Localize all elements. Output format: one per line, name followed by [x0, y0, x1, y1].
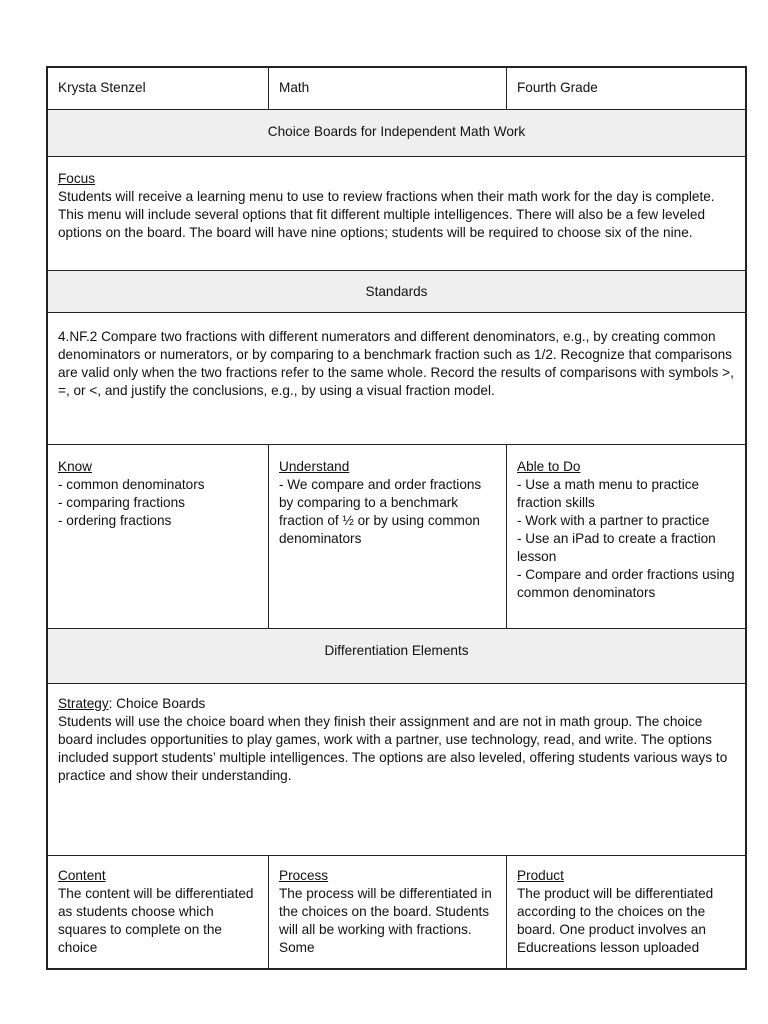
able-to-do-column	[507, 445, 745, 628]
focus-text: Students will receive a learning menu to use to review fractions when their math work for the day is complete. This menu will include several options that fit different multiple intelligences. There will also be a few leveled options on the board. The board will have nine options; students will be required to choose six of the nine.	[58, 189, 715, 240]
product-heading: Product	[517, 868, 564, 883]
focus-heading: Focus	[58, 171, 96, 186]
standards-header-row	[48, 270, 745, 312]
strategy-text: Students will use the choice board when they finish their assignment and are not in math group. The choice board includes opportunities to play games, work with a partner, use technology, read, and write. The options included support students’ multiple intelligences. The options are also leveled, offering students various ways to practice and show their understanding.	[58, 714, 728, 783]
focus-row	[48, 156, 745, 270]
able-item: - Work with a partner to practice	[517, 513, 710, 528]
focus-section	[48, 157, 745, 270]
content-heading: Content	[58, 868, 106, 883]
title-row	[48, 109, 745, 156]
strategy-row	[48, 683, 745, 855]
objectives-row	[48, 444, 745, 628]
lesson-plan-table	[46, 66, 747, 970]
strategy-section	[48, 684, 745, 855]
header-row	[48, 68, 745, 109]
process-heading: Process	[279, 868, 329, 883]
know-item: - ordering fractions	[58, 513, 172, 528]
product-column	[507, 856, 745, 968]
strategy-label-rest: : Choice Boards	[108, 696, 206, 711]
know-item: - comparing fractions	[58, 495, 185, 510]
product-text: The product will be differentiated according to the choices on the board. One product involves an Educreations lesson uploaded	[517, 886, 714, 955]
differentiation-header-row	[48, 628, 745, 683]
know-column	[48, 445, 269, 628]
understand-text: - We compare and order fractions by comparing to a benchmark fraction of ½ or by using common denominators	[279, 477, 482, 546]
process-text: The process will be differentiated in the choices on the board. Students will all be working with fractions. Some	[279, 886, 492, 955]
able-item: - Compare and order fractions using common denominators	[517, 567, 735, 600]
strategy-label: Strategy	[58, 696, 109, 711]
content-text: The content will be differentiated as students choose which squares to complete on the choice	[58, 886, 254, 955]
differentiation-columns-row	[48, 855, 745, 968]
know-heading: Know	[58, 459, 93, 474]
standards-text: 4.NF.2 Compare two fractions with different numerators and different denominators, e.g., by creating common denominators or numerators, or by comparing to a benchmark fraction such as 1/2. Recognize that comparisons are valid only when the two fractions refer to the same whole. Record the results of comparisons with symbols >, =, or <, and justify the conclusions, e.g., by using a visual fraction model.	[58, 329, 734, 398]
able-item: - Use an iPad to create a fraction lesson	[517, 531, 716, 564]
lesson-title: Choice Boards for Independent Math Work	[267, 124, 526, 139]
subject: Math	[269, 68, 507, 109]
know-item: - common denominators	[58, 477, 205, 492]
standards-row	[48, 312, 745, 444]
process-column	[269, 856, 507, 968]
content-column	[48, 856, 269, 968]
grade-level: Fourth Grade	[517, 80, 598, 95]
strategy-label-line	[58, 695, 735, 713]
able-item: - Use a math menu to practice fraction skills	[517, 477, 700, 510]
understand-heading: Understand	[279, 459, 350, 474]
teacher-name: Krysta Stenzel	[48, 68, 269, 109]
understand-column	[269, 445, 507, 628]
standards-heading: Standards	[365, 284, 428, 299]
differentiation-heading: Differentiation Elements	[324, 643, 469, 658]
able-heading: Able to Do	[517, 459, 581, 474]
